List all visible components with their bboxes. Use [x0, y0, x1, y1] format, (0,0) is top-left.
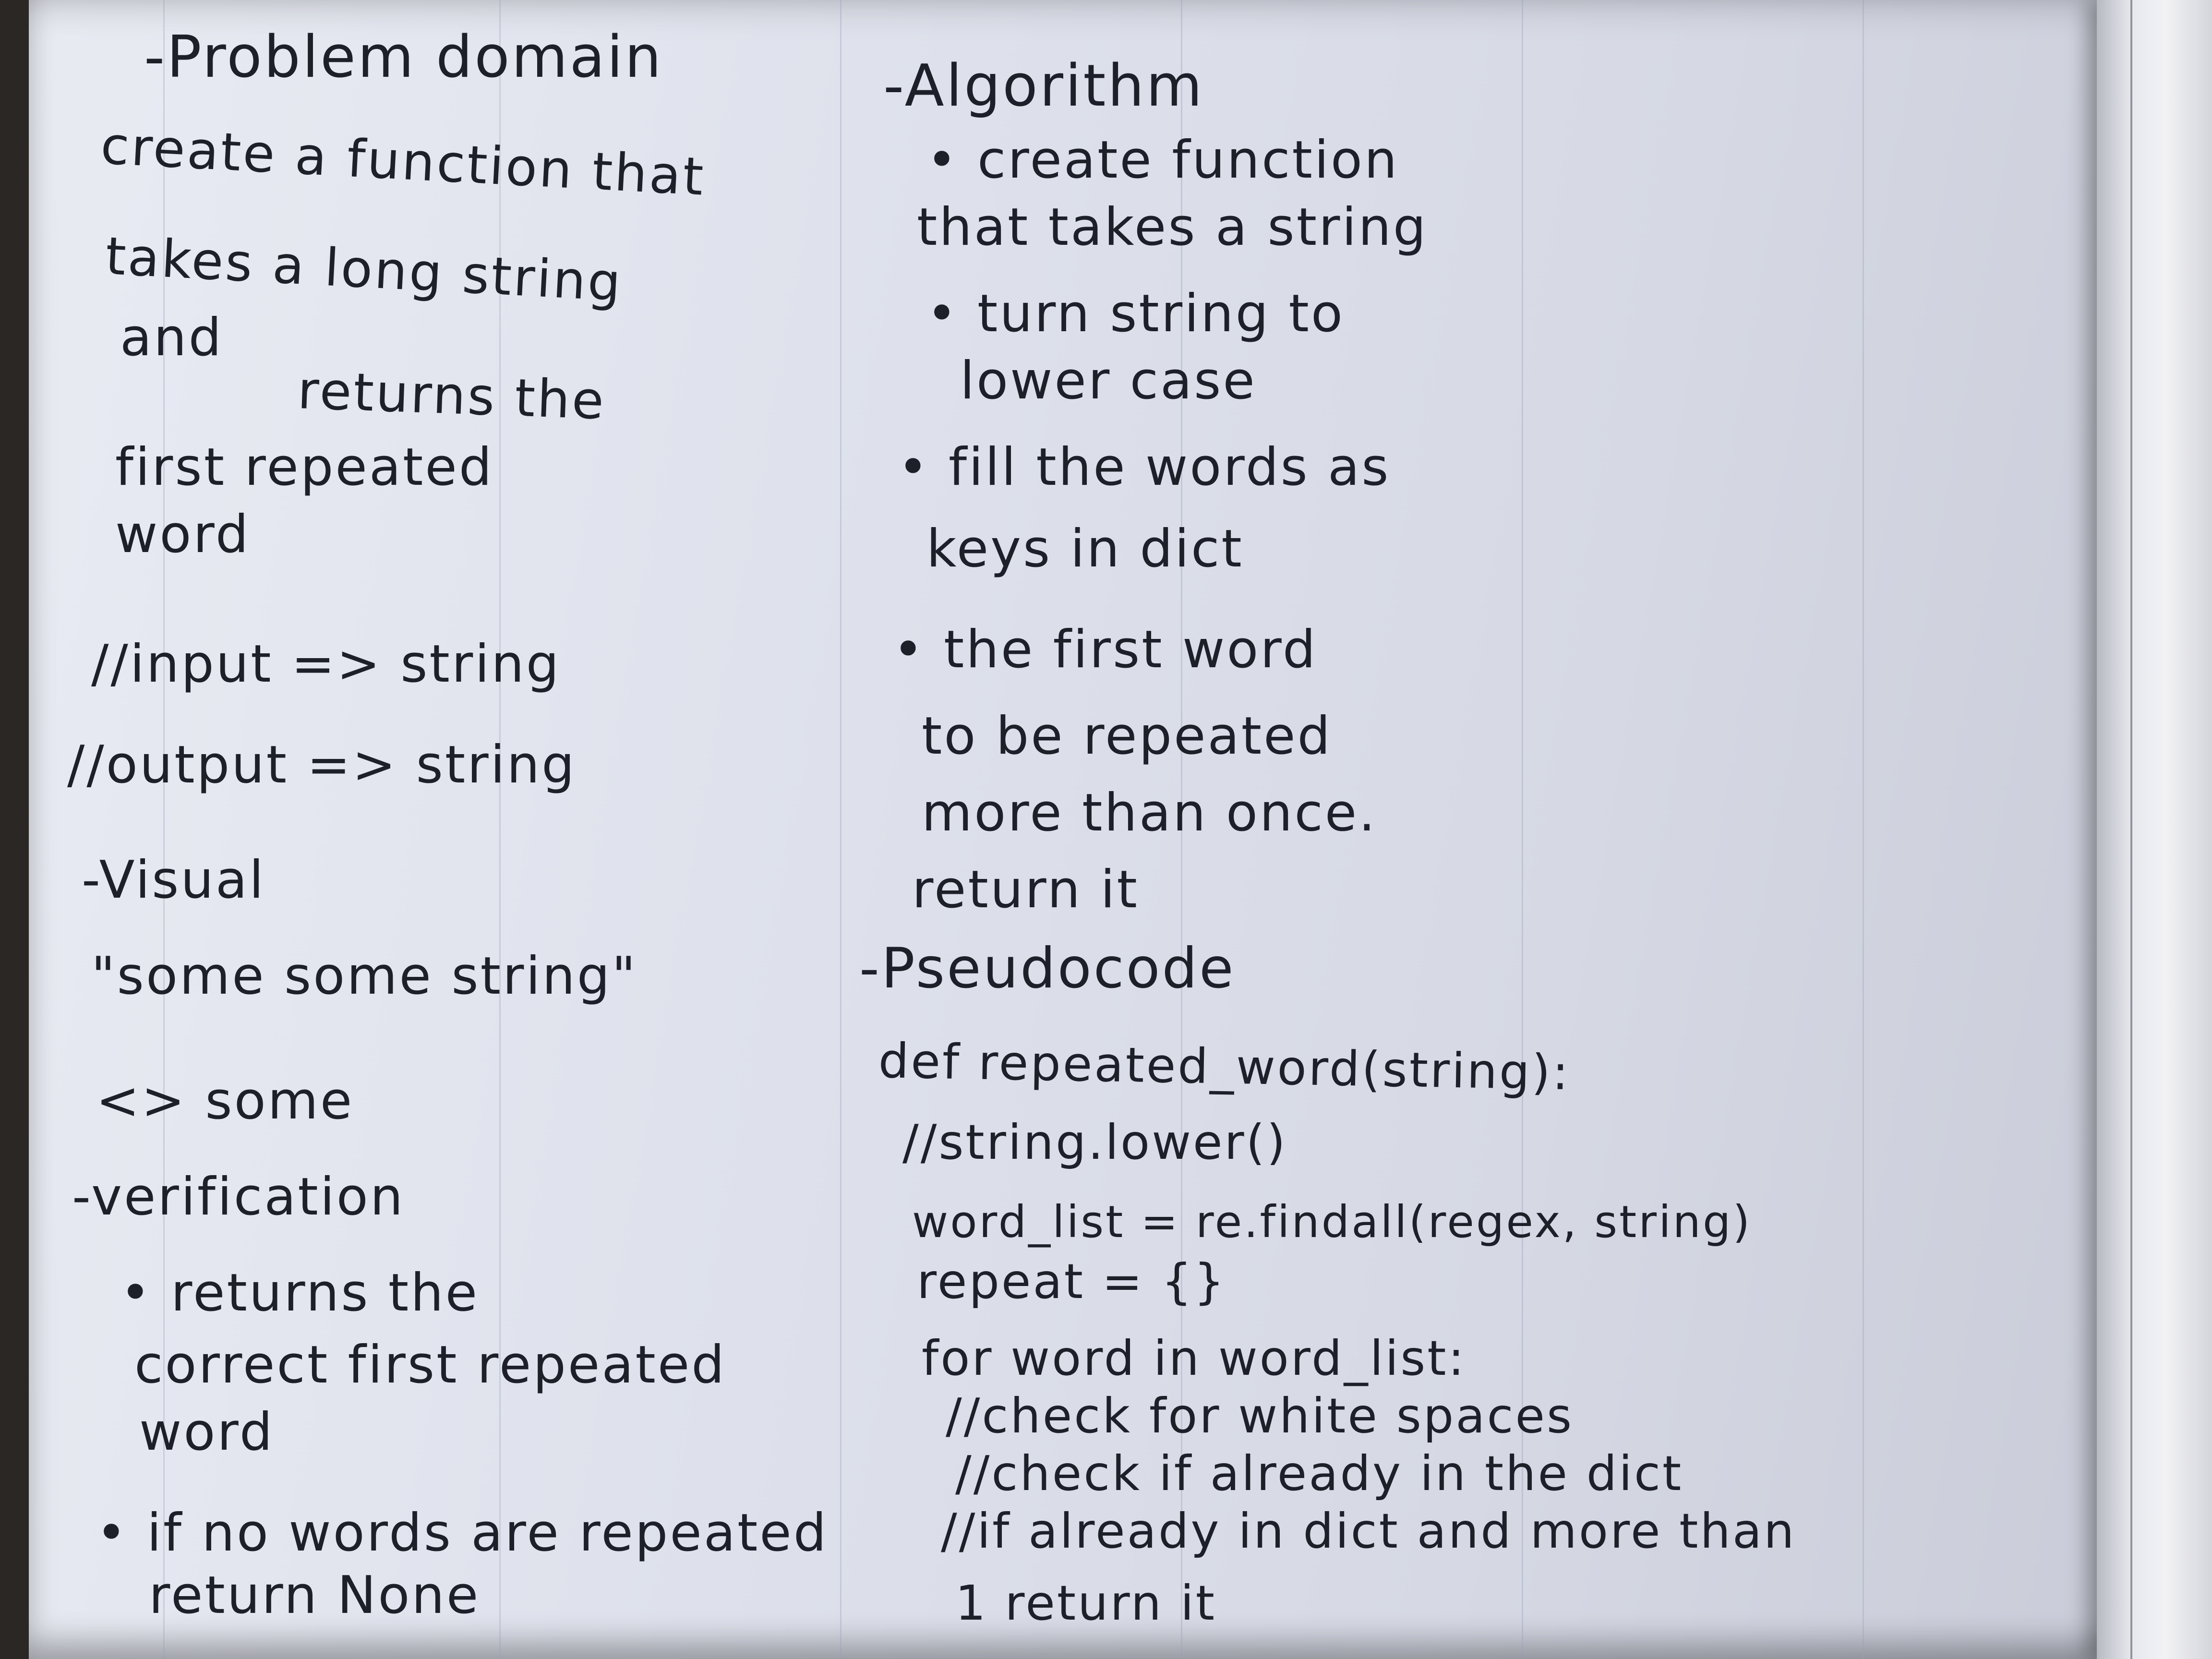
visual-result: <> some	[96, 1071, 354, 1131]
problem-domain-heading: -Problem domain	[144, 24, 663, 91]
verification-line: correct first repeated	[134, 1335, 726, 1395]
problem-line: first repeated	[115, 437, 494, 497]
algorithm-line: to be repeated	[922, 706, 1333, 766]
page-rule	[840, 0, 842, 1659]
output-line: //output => string	[67, 735, 577, 795]
visual-heading: -Visual	[82, 850, 266, 910]
verification-heading: -verification	[72, 1167, 405, 1227]
pseudocode-line: word_list = re.findall(regex, string)	[912, 1196, 1752, 1248]
algorithm-line: • fill the words as	[898, 437, 1391, 497]
pseudocode-line: 1 return it	[955, 1575, 1216, 1631]
algorithm-line: more than once.	[922, 783, 1377, 843]
verification-line: • returns the	[120, 1263, 480, 1323]
notebook-page-edges	[2097, 0, 2212, 1659]
visual-example: "some some string"	[91, 946, 638, 1006]
problem-line: takes a long string	[104, 226, 625, 313]
problem-line: returns the	[296, 361, 607, 432]
pseudocode-heading: -Pseudocode	[859, 936, 1236, 1001]
problem-line: and	[120, 308, 224, 368]
verification-line: word	[139, 1402, 275, 1462]
pseudocode-line: //check if already in the dict	[955, 1445, 1683, 1502]
pseudocode-line: //string.lower()	[902, 1114, 1287, 1170]
algorithm-line: that takes a string	[917, 197, 1428, 257]
pseudocode-line: def repeated_word(string):	[878, 1033, 1571, 1101]
problem-line: word	[115, 505, 251, 565]
verification-line: • if no words are repeated	[96, 1503, 829, 1563]
pseudocode-line: repeat = {}	[917, 1253, 1226, 1310]
problem-line: create a function that	[99, 116, 707, 207]
algorithm-line: keys in dict	[926, 519, 1244, 579]
verification-line: return None	[149, 1565, 481, 1625]
input-line: //input => string	[91, 634, 561, 694]
algorithm-line: return it	[912, 860, 1139, 920]
algorithm-line: • create function	[926, 130, 1399, 190]
pseudocode-line: //check for white spaces	[946, 1388, 1574, 1444]
pseudocode-line: for word in word_list:	[922, 1330, 1467, 1386]
algorithm-line: lower case	[960, 351, 1257, 411]
page-rule	[1863, 0, 1864, 1659]
pseudocode-line: //if already in dict and more than	[941, 1503, 1796, 1559]
algorithm-line: • the first word	[893, 620, 1318, 680]
algorithm-heading: -Algorithm	[883, 53, 1204, 120]
algorithm-line: • turn string to	[926, 284, 1345, 344]
